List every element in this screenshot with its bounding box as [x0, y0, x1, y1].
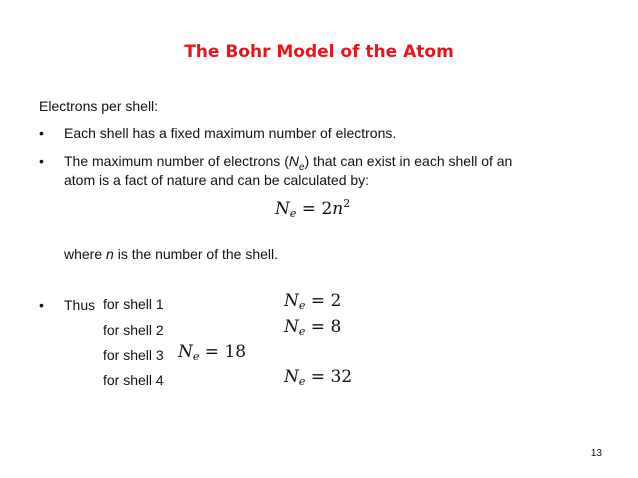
bullet-2-text-continued: atom is a fact of nature and can be calculated by: — [64, 172, 370, 188]
where-text: where n is the number of the shell. — [64, 246, 279, 262]
page-number: 13 — [590, 448, 602, 459]
ne-symbol: $N_e$ — [288, 153, 305, 173]
shell-label: for shell 2 — [103, 322, 164, 338]
bullet-marker: • — [39, 297, 44, 313]
shell-label: for shell 1 — [103, 296, 164, 312]
shell-row-3 — [103, 342, 247, 363]
shell-row-1 — [103, 291, 342, 312]
shell-label: for shell 4 — [103, 372, 164, 388]
shell-equation: $N_e = 2$ — [284, 291, 342, 312]
bullet-marker: • — [39, 125, 44, 141]
bullet-2-part-a: The maximum number of electrons ( — [64, 153, 289, 169]
shell-row-2 — [103, 317, 342, 338]
shell-equation: $N_e = 32$ — [284, 367, 353, 388]
shell-equation: $N_e = 18$ — [178, 342, 247, 363]
slide-title: The Bohr Model of the Atom — [184, 42, 454, 62]
shell-label: for shell 3 — [103, 347, 164, 363]
bullet-marker: • — [39, 153, 44, 169]
thus-label: Thus — [64, 297, 96, 313]
formula: $N_e = 2n^2$ — [275, 197, 351, 220]
bullet-2-part-b: ) that can exist in each shell of an — [304, 153, 513, 169]
bullet-1-text: Each shell has a fixed maximum number of electrons. — [64, 125, 397, 141]
shell-row-4 — [103, 367, 353, 388]
intro-text: Electrons per shell: — [39, 98, 159, 114]
shell-equation: $N_e = 8$ — [284, 317, 342, 338]
